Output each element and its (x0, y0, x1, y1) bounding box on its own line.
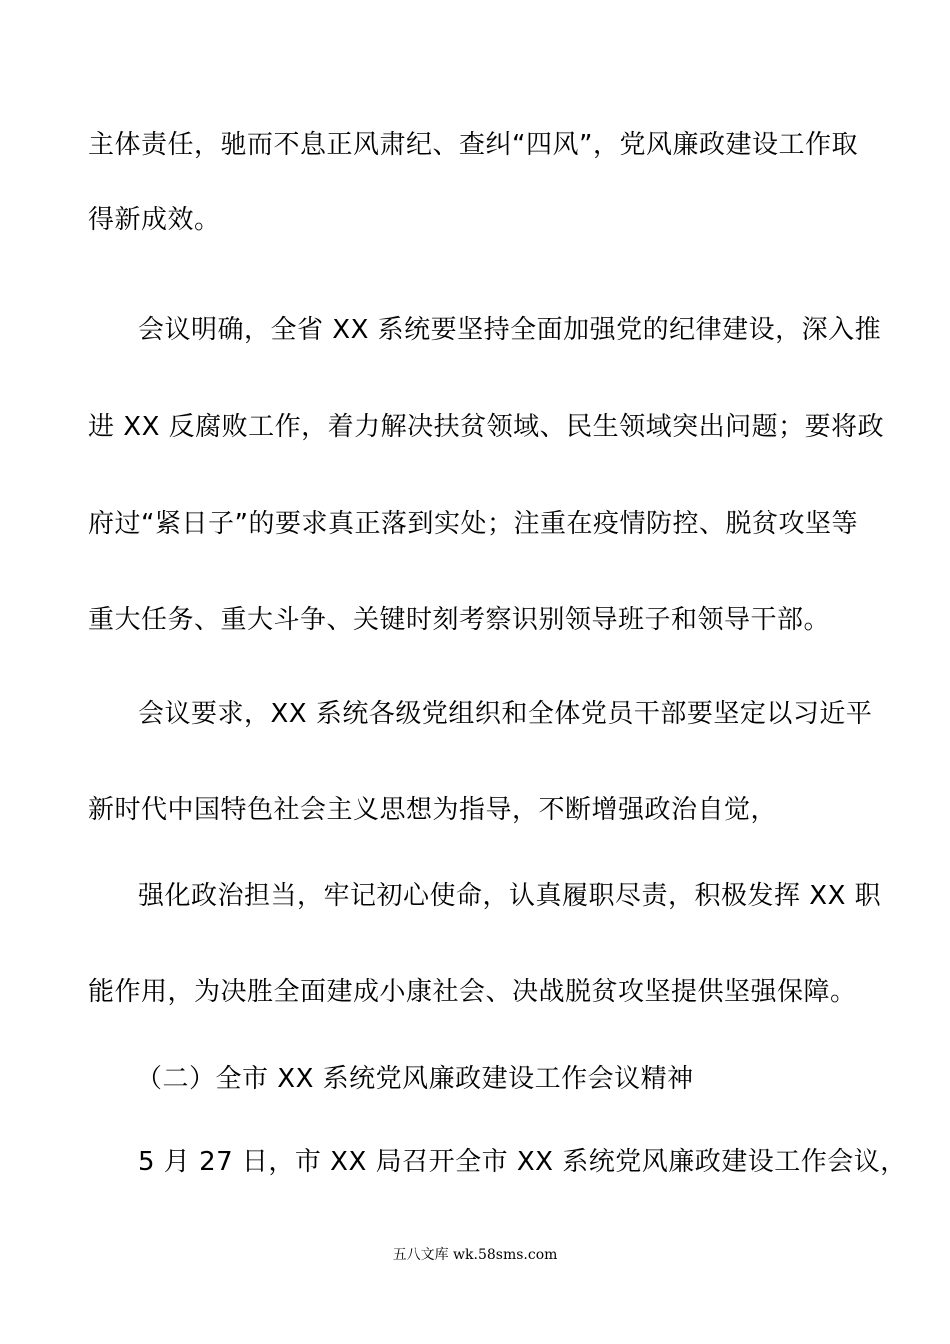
paragraph-line: 进 XX 反腐败工作，着力解决扶贫领域、民生领域突出问题；要将政 (88, 412, 885, 442)
footer-watermark: 五八文库 wk.58sms.com (392, 1247, 558, 1263)
paragraph-line: 能作用，为决胜全面建成小康社会、决战脱贫攻坚提供坚强保障。 (88, 977, 857, 1007)
paragraph-line: 新时代中国特色社会主义思想为指导，不断增强政治自觉， (88, 795, 778, 825)
paragraph-line: 5 月 27 日，市 XX 局召开全市 XX 系统党风廉政建设工作会议， (138, 1147, 907, 1177)
paragraph-line: 主体责任，驰而不息正风肃纪、查纠“四风”，党风廉政建设工作取 (88, 130, 858, 160)
section-heading: （二）全市 XX 系统党风廉政建设工作会议精神 (136, 1064, 694, 1094)
paragraph-line: 府过“紧日子”的要求真正落到实处；注重在疫情防控、脱贫攻坚等 (88, 509, 858, 539)
paragraph-line: 强化政治担当，牢记初心使命，认真履职尽责，积极发挥 XX 职 (138, 881, 882, 911)
paragraph-line: 得新成效。 (88, 205, 221, 235)
paragraph-line: 会议要求，XX 系统各级党组织和全体党员干部要坚定以习近平 (138, 699, 873, 729)
paragraph-line: 重大任务、重大斗争、关键时刻考察识别领导班子和领导干部。 (88, 605, 831, 635)
paragraph-line: 会议明确，全省 XX 系统要坚持全面加强党的纪律建设，深入推 (138, 315, 882, 345)
